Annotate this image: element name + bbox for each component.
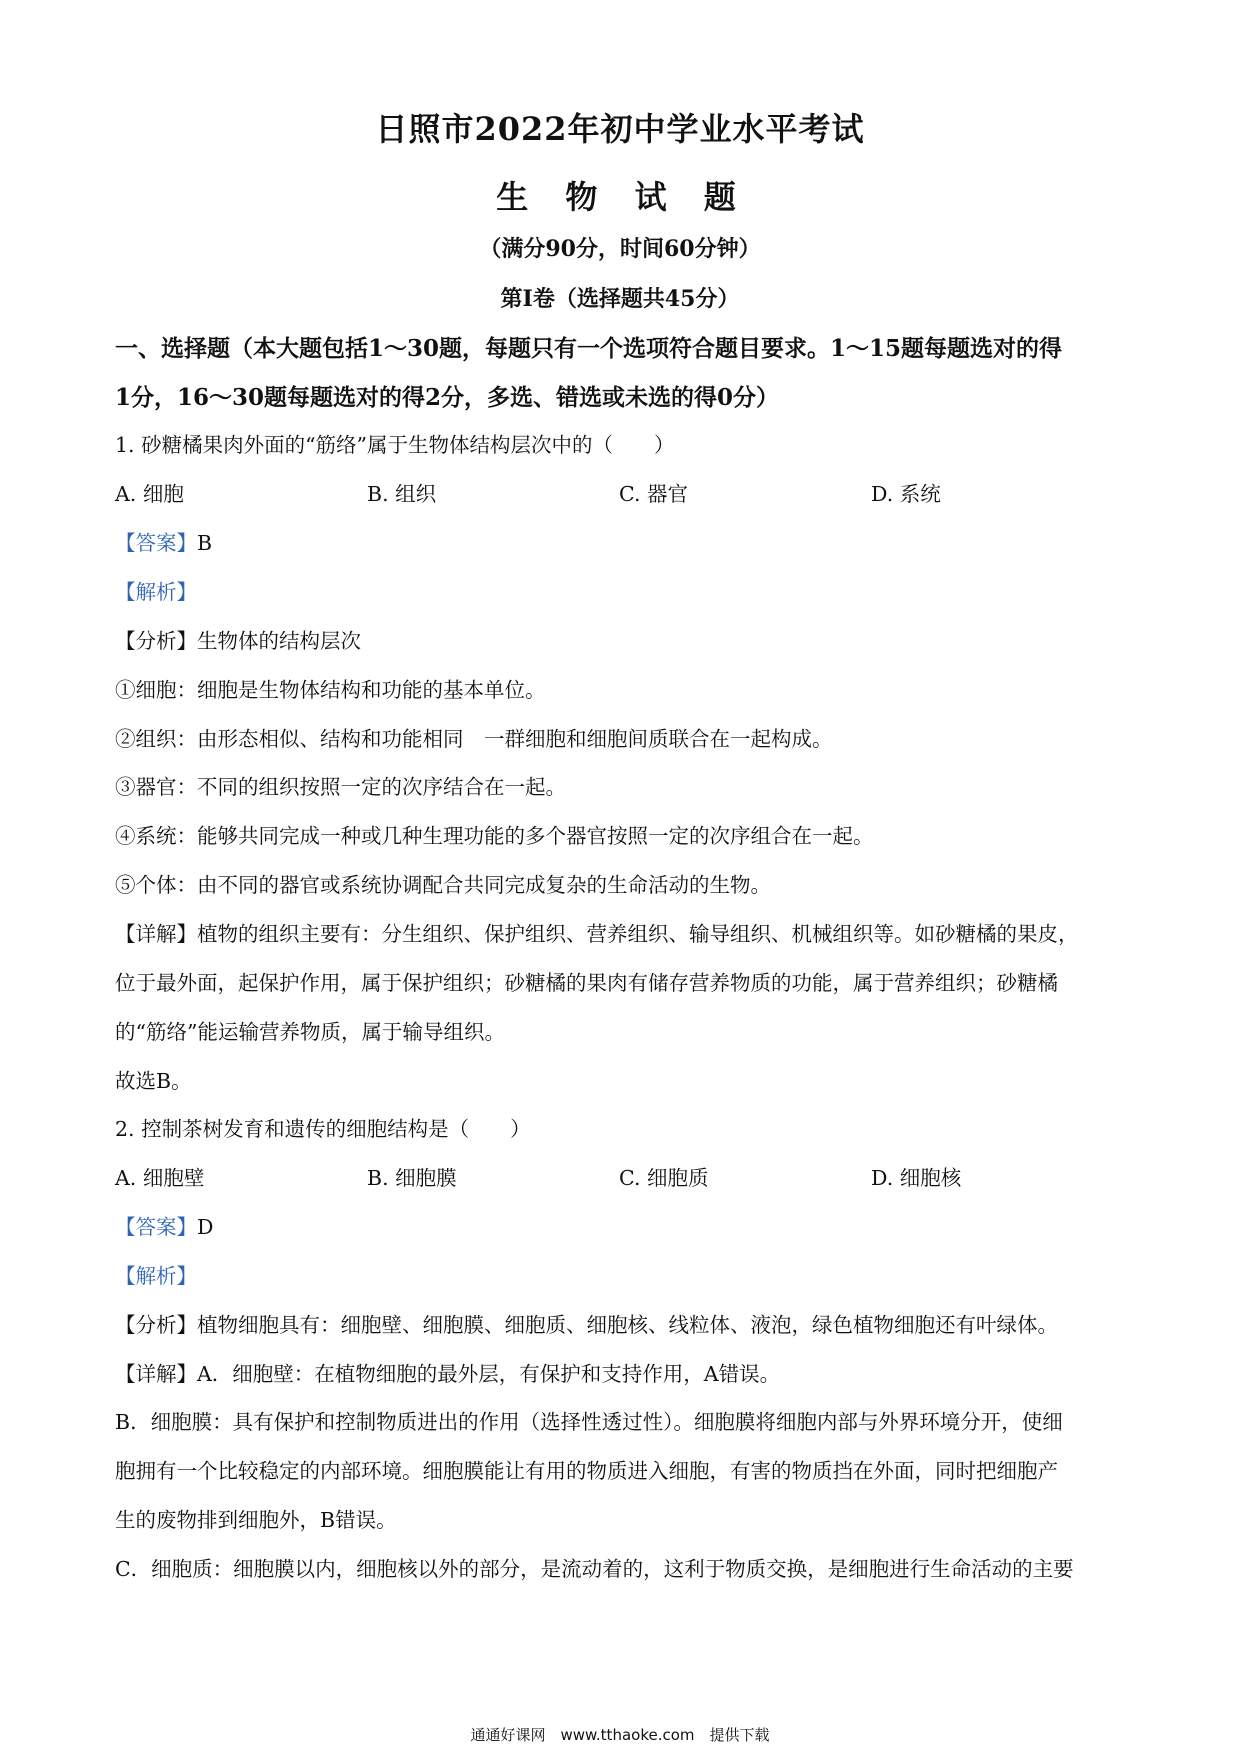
q2-option-a: A. 细胞壁 — [115, 1166, 205, 1190]
q2-option-b: B. 细胞膜 — [367, 1166, 457, 1190]
q2-detail-line: C．细胞质：细胞膜以内，细胞核以外的部分，是流动着的，这利于物质交换，是细胞进行生命活动的主要 — [115, 1557, 1074, 1581]
q1-answer-value: B — [197, 531, 213, 555]
subject-title: 生 物 试 题 — [496, 178, 744, 216]
section-heading-line-1: 一、选择题（本大题包括1～30题，每题只有一个选项符合题目要求。1～15题每题选对的得 — [115, 335, 1063, 362]
q2-analysis-line: 【分析】植物细胞具有：细胞壁、细胞膜、细胞质、细胞核、线粒体、液泡，绿色植物细胞还有叶绿体。 — [115, 1313, 1058, 1337]
q2-answer — [115, 1212, 1140, 1242]
page-footer: 通通好课网 www.tthaoke.com 提供下载 — [470, 1726, 770, 1744]
q1-option-a: A. 细胞 — [115, 482, 184, 506]
q2-option-c: C. 细胞质 — [619, 1166, 709, 1190]
q1-detail-line: 【详解】植物的组织主要有：分生组织、保护组织、营养组织、输导组织、机械组织等。如砂糖橘的果皮， — [115, 922, 1079, 946]
q1-analysis-line: 【分析】生物体的结构层次 — [115, 629, 361, 653]
q1-analysis-tag: 【解析】 — [115, 580, 197, 604]
q1-option-d: D. 系统 — [871, 482, 941, 506]
q1-detail-line: 位于最外面，起保护作用，属于保护组织；砂糖橘的果肉有储存营养物质的功能，属于营养组织；砂糖橘 — [115, 971, 1058, 995]
q1-analysis-line: ④系统：能够共同完成一种或几种生理功能的多个器官按照一定的次序组合在一起。 — [115, 824, 874, 848]
q2-answer-tag: 【答案】 — [115, 1215, 197, 1239]
q2-answer-value: D — [197, 1215, 214, 1239]
q1-conclusion: 故选B。 — [115, 1069, 192, 1093]
exam-note: （满分90分，时间60分钟） — [479, 236, 761, 262]
volume-title: 第Ⅰ卷（选择题共45分） — [500, 286, 740, 312]
q2-detail-line: B．细胞膜：具有保护和控制物质进出的作用（选择性透过性）。细胞膜将细胞内部与外界环境分开，使细 — [115, 1410, 1063, 1434]
q2-detail-line: 生的废物排到细胞外，B错误。 — [115, 1508, 397, 1532]
q2-detail-line: 【详解】A．细胞壁：在植物细胞的最外层，有保护和支持作用，A错误。 — [115, 1362, 781, 1386]
q1-analysis-line: ⑤个体：由不同的器官或系统协调配合共同完成复杂的生命活动的生物。 — [115, 873, 771, 897]
q2-analysis-tag: 【解析】 — [115, 1264, 197, 1288]
q1-stem: 1. 砂糖橘果肉外面的“筋络”属于生物体结构层次中的（ ） — [115, 433, 675, 457]
q1-answer — [115, 528, 1140, 558]
section-heading-line-2: 1分，16～30题每题选对的得2分，多选、错选或未选的得0分） — [115, 384, 780, 411]
q1-analysis-line: ①细胞：细胞是生物体结构和功能的基本单位。 — [115, 678, 546, 702]
q1-answer-tag: 【答案】 — [115, 531, 197, 555]
q1-detail-line: 的“筋络”能运输营养物质，属于输导组织。 — [115, 1020, 505, 1044]
q2-stem: 2. 控制茶树发育和遗传的细胞结构是（ ） — [115, 1117, 531, 1141]
q2-option-d: D. 细胞核 — [871, 1166, 962, 1190]
q2-detail-line: 胞拥有一个比较稳定的内部环境。细胞膜能让有用的物质进入细胞，有害的物质挡在外面，同时把细胞产 — [115, 1459, 1058, 1483]
exam-title: 日照市2022年初中学业水平考试 — [375, 110, 865, 148]
q1-analysis-line: ②组织：由形态相似、结构和功能相同 一群细胞和细胞间质联合在一起构成。 — [115, 727, 833, 751]
q1-option-c: C. 器官 — [619, 482, 688, 506]
q1-option-b: B. 组织 — [367, 482, 437, 506]
q1-analysis-line: ③器官：不同的组织按照一定的次序结合在一起。 — [115, 775, 566, 799]
